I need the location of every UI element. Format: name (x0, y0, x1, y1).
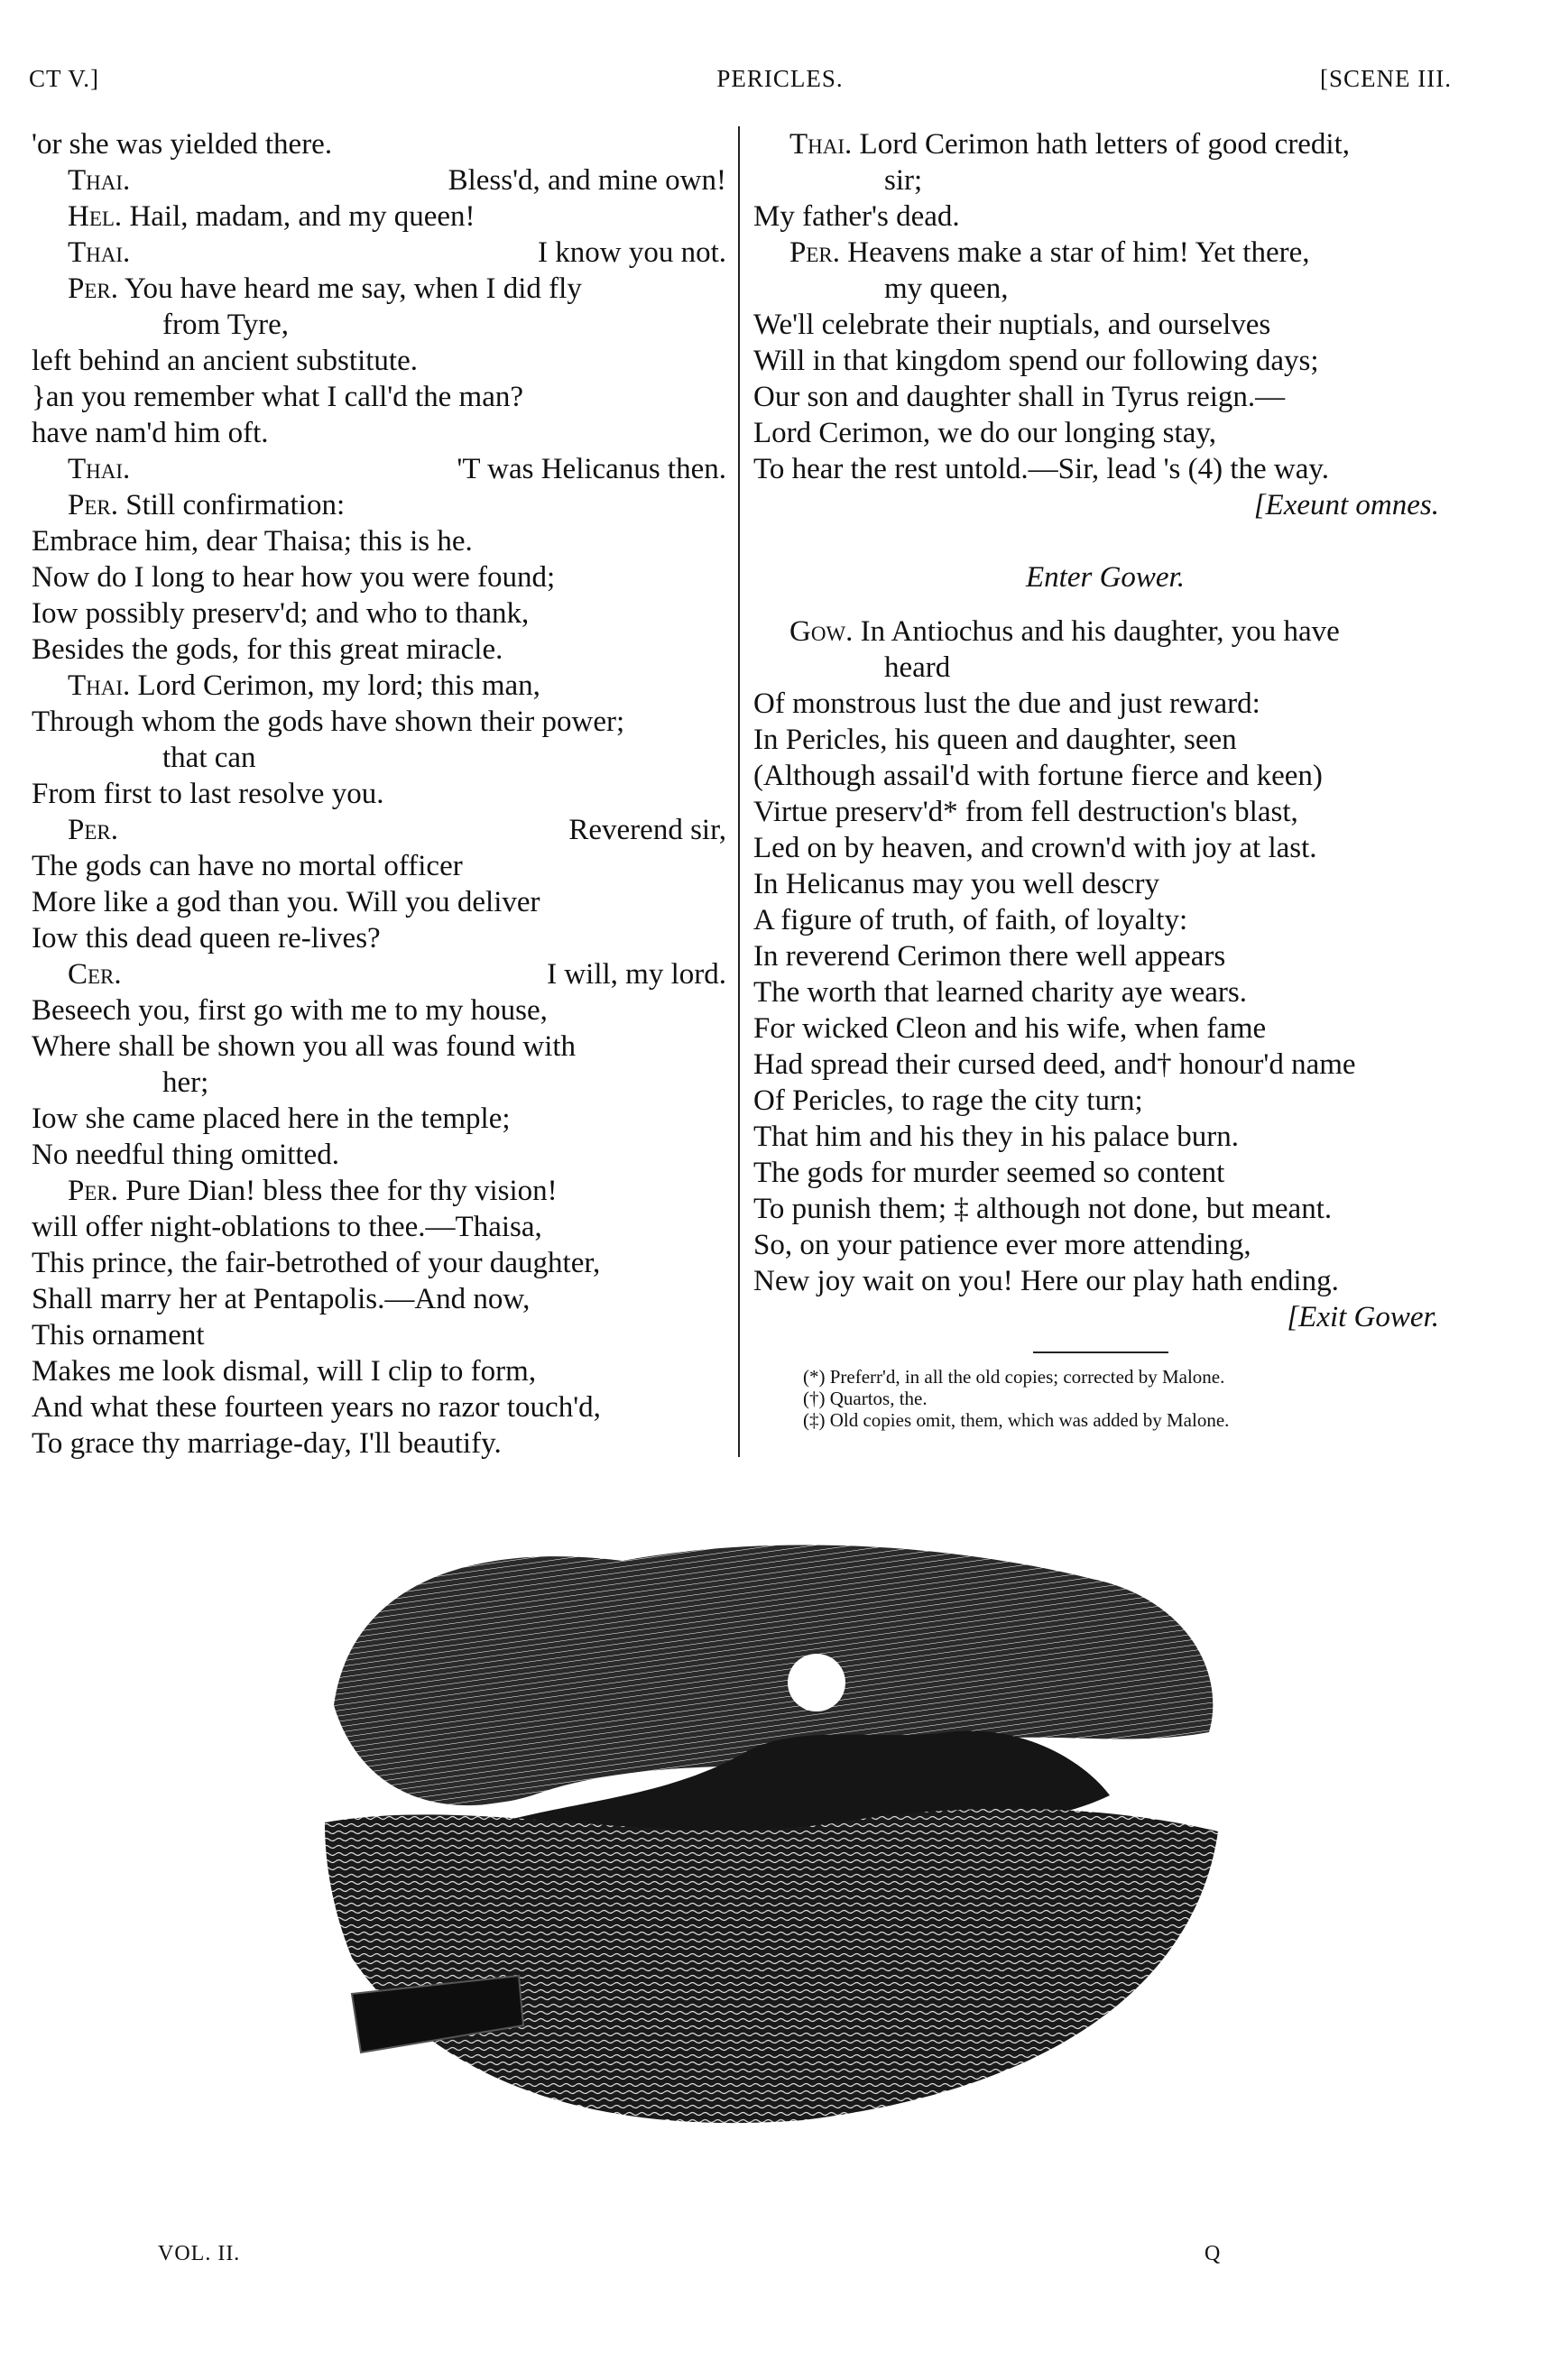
verse-line (753, 235, 1457, 271)
stage-direction-enter: Enter Gower. (1026, 561, 1185, 594)
column-divider (738, 126, 740, 1457)
verse-text: Reverend sir, (568, 814, 726, 846)
verse-line (32, 740, 726, 776)
verse-text: No needful thing omitted. (32, 1139, 339, 1171)
verse-line (32, 632, 726, 668)
verse-line (753, 126, 1457, 162)
verse-text: To grace thy marriage-day, I'll beautify. (32, 1427, 502, 1460)
verse-line (753, 343, 1457, 379)
verse-line (753, 1227, 1457, 1263)
verse-line (32, 668, 726, 704)
verse-text: You have heard me say, when I did fly (125, 272, 582, 305)
verse-text: My father's dead. (753, 200, 960, 233)
verse-text: Will in that kingdom spend our following days; (753, 345, 1319, 377)
verse-text: Besides the gods, for this great miracle. (32, 633, 503, 666)
signature-mark: Q (1205, 2242, 1221, 2265)
verse-text: 'or she was yielded there. (32, 128, 333, 161)
gower-epilogue (753, 613, 1457, 1299)
verse-text: Iow possibly preserv'd; and who to thank, (32, 597, 530, 630)
verse-line (32, 162, 726, 198)
speaker-name: Thai. (68, 236, 131, 269)
verse-text: Virtue preserv'd* from fell destruction's blast, (753, 796, 1298, 828)
verse-line (753, 415, 1457, 451)
verse-text: The gods for murder seemed so content (753, 1157, 1225, 1189)
verse-line (32, 992, 726, 1029)
verse-line (753, 613, 1457, 650)
verse-text: Hail, madam, and my queen! (129, 200, 475, 233)
verse-text: Iow this dead queen re-lives? (32, 922, 381, 955)
verse-line (753, 451, 1457, 487)
verse-line (32, 487, 726, 523)
verse-line (32, 1281, 726, 1317)
verse-line (32, 1209, 726, 1245)
speaker-name: Hel. (68, 200, 123, 233)
verse-text: To punish them; ‡ although not done, but meant. (753, 1193, 1333, 1225)
verse-line (32, 271, 726, 307)
verse-line (753, 1191, 1457, 1227)
verse-text: The worth that learned charity aye wears. (753, 976, 1247, 1009)
moon (788, 1654, 845, 1711)
verse-continuation: heard (884, 651, 951, 684)
verse-line (32, 1389, 726, 1425)
running-header (0, 65, 1560, 110)
verse-line (32, 848, 726, 884)
verse-text: A figure of truth, of faith, of loyalty: (753, 904, 1188, 936)
moonlit-sea-engraving (298, 1525, 1245, 2138)
verse-line (32, 451, 726, 487)
verse-text: Had spread their cursed deed, and† honour'd name (753, 1048, 1356, 1081)
verse-line (753, 794, 1457, 830)
verse-text: Embrace him, dear Thaisa; this is he. (32, 525, 473, 558)
header-title: PERICLES. (716, 65, 844, 92)
verse-line (32, 1029, 726, 1065)
verse-text: And what these fourteen years no razor touch'd, (32, 1391, 601, 1424)
verse-text: left behind an ancient substitute. (32, 345, 418, 377)
verse-text: For wicked Cleon and his wife, when fame (753, 1012, 1267, 1045)
verse-line (32, 884, 726, 920)
header-act: CT V.] (29, 65, 100, 92)
verse-line (753, 1263, 1457, 1299)
verse-continuation: my queen, (884, 272, 1009, 305)
verse-line (32, 343, 726, 379)
verse-text: This ornament (32, 1319, 205, 1351)
volume-number: VOL. II. (158, 2242, 241, 2265)
verse-line (32, 559, 726, 595)
verse-line (753, 271, 1457, 307)
speaker-name: Per. (789, 236, 840, 269)
speaker-name: Per. (68, 272, 118, 305)
verse-text: Our son and daughter shall in Tyrus reign.— (753, 381, 1286, 413)
verse-text: 'T was Helicanus then. (457, 453, 726, 485)
verse-text: Where shall be shown you all was found with (32, 1030, 577, 1063)
verse-text: So, on your patience ever more attending, (753, 1229, 1251, 1261)
verse-line (32, 920, 726, 956)
verse-text: Pure Dian! bless thee for thy vision! (125, 1175, 558, 1207)
verse-text: Shall marry her at Pentapolis.—And now, (32, 1283, 531, 1315)
verse-text: New joy wait on you! Here our play hath ending. (753, 1265, 1339, 1297)
sea (325, 1809, 1218, 2123)
verse-text: will offer night-oblations to thee.—Thaisa, (32, 1211, 542, 1243)
verse-line (753, 650, 1457, 686)
verse-line (753, 1010, 1457, 1047)
verse-line (753, 307, 1457, 343)
verse-line (32, 956, 726, 992)
speaker-name: Per. (68, 814, 118, 846)
verse-text: Lord Cerimon, my lord; this man, (137, 669, 540, 702)
verse-line (753, 686, 1457, 722)
speaker-name: Thai. (789, 128, 853, 161)
verse-text: }an you remember what I call'd the man? (32, 381, 523, 413)
verse-line (32, 1101, 726, 1137)
verse-line (32, 1317, 726, 1353)
verse-text: Beseech you, first go with me to my house, (32, 994, 548, 1027)
stage-direction-exeunt: [Exeunt omnes. (1253, 489, 1439, 521)
verse-line (32, 1065, 726, 1101)
verse-line (32, 1173, 726, 1209)
speaker-name: Gow. (789, 615, 854, 648)
verse-text: Heavens make a star of him! Yet there, (847, 236, 1310, 269)
verse-text: Makes me look dismal, will I clip to form, (32, 1355, 537, 1388)
verse-line (753, 1083, 1457, 1119)
verse-line (32, 379, 726, 415)
verse-text: To hear the rest untold.—Sir, lead 's (4) the way. (753, 453, 1330, 485)
verse-text: Of monstrous lust the due and just reward: (753, 687, 1260, 720)
verse-line (32, 812, 726, 848)
verse-text: Now do I long to hear how you were found; (32, 561, 556, 594)
verse-text: Lord Cerimon, we do our longing stay, (753, 417, 1216, 449)
verse-line (753, 1119, 1457, 1155)
right-column (753, 126, 1457, 1431)
verse-line (753, 198, 1457, 235)
verse-line (753, 974, 1457, 1010)
verse-line (32, 595, 726, 632)
verse-text: Bless'd, and mine own! (448, 164, 726, 197)
verse-text: More like a god than you. Will you deliver (32, 886, 540, 918)
verse-text: Iow she came placed here in the temple; (32, 1102, 511, 1135)
left-column (32, 126, 726, 1462)
verse-text: have nam'd him oft. (32, 417, 269, 449)
verse-line (753, 938, 1457, 974)
speaker-name: Cer. (68, 958, 122, 991)
verse-line (753, 866, 1457, 902)
verse-line (753, 902, 1457, 938)
verse-text: Still confirmation: (125, 489, 346, 521)
verse-line (32, 776, 726, 812)
verse-text: I will, my lord. (547, 958, 726, 991)
verse-text: Lord Cerimon hath letters of good credit, (859, 128, 1350, 161)
verse-text: The gods can have no mortal officer (32, 850, 463, 882)
verse-line (753, 162, 1457, 198)
verse-line (32, 704, 726, 740)
verse-line (753, 1155, 1457, 1191)
verse-text: In Helicanus may you well descry (753, 868, 1159, 900)
verse-line (32, 198, 726, 235)
verse-line (32, 1245, 726, 1281)
verse-line (753, 1047, 1457, 1083)
verse-line (32, 523, 726, 559)
verse-text: Led on by heaven, and crown'd with joy at last. (753, 832, 1317, 864)
verse-continuation: sir; (884, 164, 923, 197)
verse-text: In Antiochus and his daughter, you have (860, 615, 1340, 648)
verse-line (32, 1353, 726, 1389)
verse-text: Through whom the gods have shown their power; (32, 706, 625, 738)
closing-dialogue (753, 126, 1457, 487)
verse-text: In Pericles, his queen and daughter, seen (753, 724, 1237, 756)
speaker-name: Thai. (68, 164, 131, 197)
speaker-name: Per. (68, 1175, 118, 1207)
verse-text: We'll celebrate their nuptials, and ourselves (753, 309, 1271, 341)
verse-text: (Although assail'd with fortune fierce and keen) (753, 760, 1323, 792)
page-footer (0, 2242, 1560, 2278)
verse-continuation: that can (162, 742, 256, 774)
verse-text: In reverend Cerimon there well appears (753, 940, 1226, 973)
footnote: (*) Preferr'd, in all the old copies; corrected by Malone. (803, 1366, 1225, 1388)
verse-line (32, 415, 726, 451)
footnote-rule (1033, 1351, 1168, 1353)
header-scene: [SCENE III. (1320, 65, 1452, 92)
stage-direction-exit: [Exit Gower. (1287, 1301, 1439, 1333)
verse-continuation: from Tyre, (162, 309, 290, 341)
verse-line (753, 830, 1457, 866)
verse-line (753, 379, 1457, 415)
speaker-name: Thai. (68, 669, 131, 702)
verse-line (753, 758, 1457, 794)
speaker-name: Thai. (68, 453, 131, 485)
verse-continuation: her; (162, 1066, 209, 1099)
verse-line (32, 1425, 726, 1462)
verse-text: From first to last resolve you. (32, 778, 384, 810)
footnote: (†) Quartos, the. (803, 1388, 928, 1409)
verse-text: Of Pericles, to rage the city turn; (753, 1084, 1143, 1117)
verse-text: I know you not. (538, 236, 726, 269)
verse-line (32, 1137, 726, 1173)
verse-line (32, 307, 726, 343)
verse-text: That him and his they in his palace burn. (753, 1121, 1239, 1153)
verse-line (32, 126, 726, 162)
verse-text: This prince, the fair-betrothed of your daughter, (32, 1247, 601, 1279)
speaker-name: Per. (68, 489, 118, 521)
footnote: (‡) Old copies omit, them, which was added by Malone. (803, 1409, 1230, 1431)
verse-line (32, 235, 726, 271)
verse-line (753, 722, 1457, 758)
